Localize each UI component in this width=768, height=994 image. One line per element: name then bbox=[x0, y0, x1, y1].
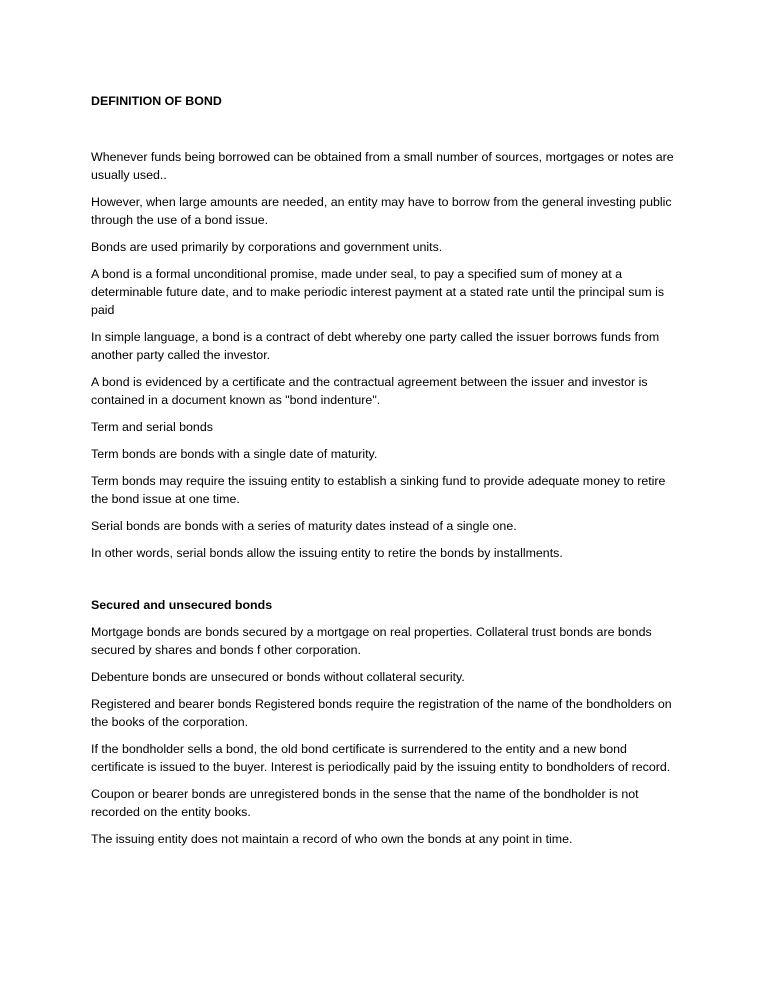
paragraph: Mortgage bonds are bonds secured by a mortgage on real properties. Collateral trust bonds are bonds secured by shares and bonds f other corporation. bbox=[91, 625, 652, 657]
paragraph: However, when large amounts are needed, an entity may have to borrow from the general investing public through the use of a bond issue. bbox=[91, 195, 672, 227]
paragraph: Whenever funds being borrowed can be obtained from a small number of sources, mortgages or notes are usually used.. bbox=[91, 150, 674, 182]
paragraph: If the bondholder sells a bond, the old bond certificate is surrendered to the entity and a new bond certificate is issued to the buyer. Interest is periodically paid by the issuing entity to bondholders of record. bbox=[91, 742, 671, 774]
document-title: DEFINITION OF BOND bbox=[91, 94, 222, 108]
paragraph: Serial bonds are bonds with a series of maturity dates instead of a single one. bbox=[91, 519, 517, 533]
paragraph: In simple language, a bond is a contract of debt whereby one party called the issuer borrows funds from another party called the investor. bbox=[91, 330, 660, 362]
paragraph: The issuing entity does not maintain a record of who own the bonds at any point in time. bbox=[91, 832, 573, 846]
paragraph: Registered and bearer bonds Registered bonds require the registration of the name of the bondholders on the books of the corporation. bbox=[91, 697, 672, 729]
paragraph: In other words, serial bonds allow the issuing entity to retire the bonds by installments. bbox=[91, 546, 563, 560]
paragraph: A bond is evidenced by a certificate and the contractual agreement between the issuer and investor is contained in a document known as "bond indenture". bbox=[91, 375, 648, 407]
subheading-term-serial: Term and serial bonds bbox=[91, 420, 213, 434]
paragraph: Term bonds are bonds with a single date of maturity. bbox=[91, 447, 378, 461]
paragraph: Term bonds may require the issuing entity to establish a sinking fund to provide adequate money to retire the bond issue at one time. bbox=[91, 474, 666, 506]
paragraph: A bond is a formal unconditional promise, made under seal, to pay a specified sum of money at a determinable future date, and to make periodic interest payment at a stated rate until the principal sum is paid bbox=[91, 267, 665, 317]
document-body bbox=[91, 92, 681, 857]
paragraph: Debenture bonds are unsecured or bonds without collateral security. bbox=[91, 670, 465, 684]
paragraph: Coupon or bearer bonds are unregistered bonds in the sense that the name of the bondholder is not recorded on the entity books. bbox=[91, 787, 639, 819]
paragraph: Bonds are used primarily by corporations and government units. bbox=[91, 240, 443, 254]
spacer bbox=[91, 110, 681, 148]
spacer bbox=[91, 571, 681, 596]
section-heading-secured: Secured and unsecured bonds bbox=[91, 598, 273, 612]
